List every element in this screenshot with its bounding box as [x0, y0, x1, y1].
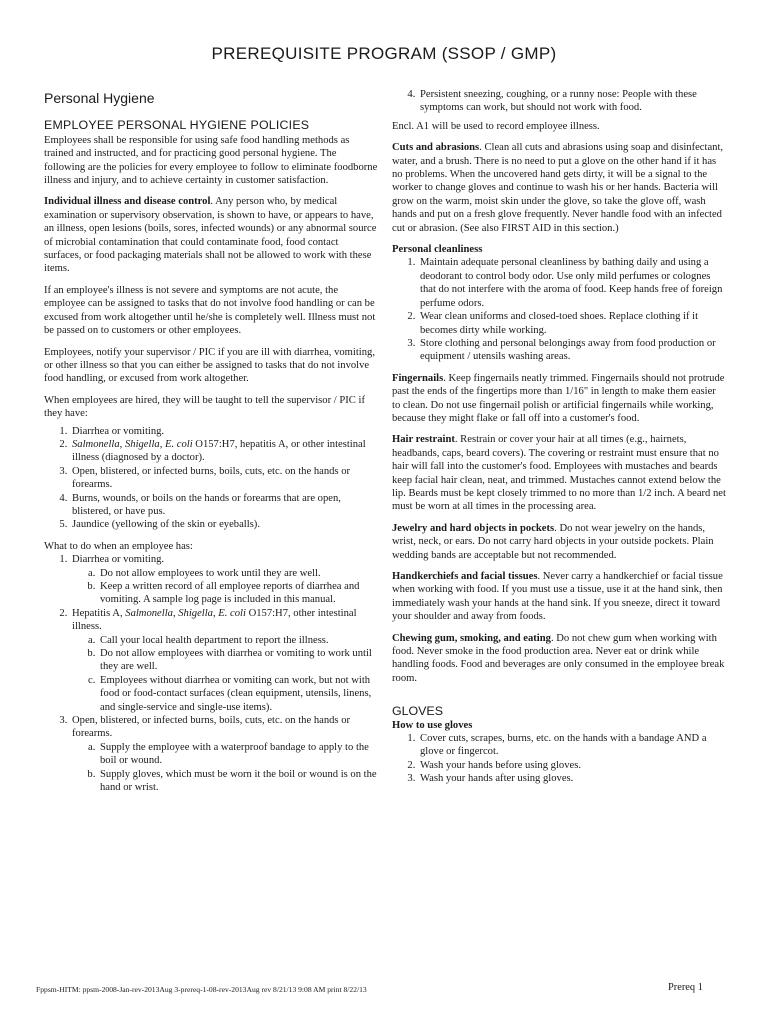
action-list	[44, 553, 378, 794]
sub-list-item: b. Do not allow employees with diarrhea or vomiting to work until they are well.	[98, 647, 378, 674]
enclosure-note: Encl. A1 will be used to record employee illness.	[392, 120, 600, 132]
handkerchief-paragraph: Handkerchiefs and facial tissues. Never carry a handkerchief or facial tissue when working with food. If you must use a tissue, use it at the hand sink, then immediately wash your hands at the hand sink. If you sneeze, direct it toward your shoulder and away from foods.	[392, 571, 723, 623]
sub-list	[72, 567, 378, 607]
list-item: 3. Open, blistered, or infected burns, boils, cuts, etc. on the hands or forearms. a. Supply the employee with a waterproof bandage to apply to the boil or wound. b. Supply gloves, which must be worn it the boil or wound is on the hand or wrist.	[70, 714, 378, 794]
list-item: 3. Store clothing and personal belongings away from food production or equipment / utensils washing areas.	[418, 337, 726, 364]
illness-paragraph	[44, 195, 378, 275]
illness-lead: Individual illness and disease control	[44, 196, 211, 208]
sub-list-item: a. Supply the employee with a waterproof bandage to apply to the boil or wound.	[98, 741, 378, 768]
fingernails-paragraph: Fingernails. Keep fingernails neatly trimmed. Fingernails should not protrude past the ends of the fingertips more than 1/16" in length to make them easier to clean. Do not use fingernail polish or artificial fingernails while working, because they might flake or fall off into a customer's food.	[392, 372, 725, 424]
sub-list-item: c. Employees without diarrhea or vomiting can work, but not with food or food-contact surfaces (clean equipment, utensils, linens, and single-service and single-use items).	[98, 674, 378, 714]
section-title: Personal Hygiene	[44, 90, 155, 106]
sub-list-item: a. Do not allow employees to work until they are well.	[98, 567, 378, 580]
symptom-list	[44, 425, 378, 532]
page-title: PREREQUISITE PROGRAM (SSOP / GMP)	[211, 44, 557, 63]
list-item: 1. Diarrhea or vomiting.	[70, 425, 378, 438]
cuts-paragraph: Cuts and abrasions. Clean all cuts and abrasions using soap and disinfectant, water, and a brush. There is no need to put a glove on the other hand if it has no problems. When the uncovered hand gets dirty, it will be a signal to the worker to change gloves and continue to wash his or her hands. Bacteria will grow on the warm, moist skin under the glove, so take the glove off, wash hands and put on a fresh glove frequently. Never handle food with an infected cut or abrasion. (See also FIRST AID in this section.)	[392, 142, 724, 234]
list-item: 5. Jaundice (yellowing of the skin or eyeballs).	[70, 518, 378, 531]
sub-list	[72, 741, 378, 795]
policies-heading: EMPLOYEE PERSONAL HYGIENE POLICIES	[44, 118, 310, 133]
left-column	[44, 88, 378, 795]
right-column	[392, 88, 726, 794]
list-item: 4. Burns, wounds, or boils on the hands or forearms that are open, blistered, or have pus.	[70, 492, 378, 519]
page-number: Prereq 1	[668, 982, 703, 993]
chewing-gum-paragraph: Chewing gum, smoking, and eating. Do not chew gum when working with food. Never smoke in the food production area. Never eat or drink while handling foods. Food and beverages are only consumed in the employee break room.	[392, 632, 725, 684]
list-item: 2. Wear clean uniforms and closed-toed shoes. Replace clothing if it becomes dirty while working.	[418, 310, 726, 337]
sub-list-item: b. Keep a written record of all employee reports of diarrhea and vomiting. A sample log page is included in this manual.	[98, 580, 378, 607]
sub-list	[72, 634, 378, 714]
jewelry-paragraph: Jewelry and hard objects in pockets. Do not wear jewelry on the hands, wrist, neck, or ears. Do not carry hard objects in your outside pockets. Plain wedding bands are acceptable but not recommended.	[392, 522, 714, 561]
list-item: 4. Persistent sneezing, coughing, or a runny nose: People with these symptoms can work, but should not work with food.	[418, 88, 726, 115]
list-item: 2. Salmonella, Shigella, E. coli O157:H7, hepatitis A, or other intestinal illness (diagnosed by a doctor).	[70, 438, 378, 465]
intro-paragraph: Employees shall be responsible for using safe food handling methods as trained and instructed, and for practicing good personal hygiene. The following are the policies for every employee to follow to eliminate foodborne illness and injury, and to achieve certainty in customer satisfaction.	[44, 134, 378, 187]
list-item: 3. Wash your hands after using gloves.	[418, 772, 726, 785]
notify-paragraph: Employees, notify your supervisor / PIC if you are ill with diarrhea, vomiting, or other illness so that you can either be assigned to tasks that do not involve food handling, or excused from work altogether.	[44, 346, 375, 385]
list-item: 1. Diarrhea or vomiting. a. Do not allow employees to work until they are well. b. Keep a written record of all employee reports of diarrhea and vomiting. A sample log page is included in this manual.	[70, 553, 378, 607]
illness-text: . Any person who, by medical examination or supervisory observation, is shown to have, or appears to have, an illness, open lesions (boils, sores, infected wounds) or any abnormal source of microbial contamination that could contaminate food, food contact surfaces, or food packaging materials shall not be allowed to work with these items.	[44, 196, 377, 275]
cleanliness-label: Personal cleanliness	[392, 244, 483, 256]
sub-list-item: a. Call your local health department to report the illness.	[98, 634, 378, 647]
gloves-list	[392, 732, 726, 786]
list-item: 3. Open, blistered, or infected burns, boils, cuts, etc. on the hands or forearms.	[70, 465, 378, 492]
footer-path: Fppsm-HITM: ppsm-2008-Jan-rev-2013Aug 3-prereq-1-08-rev-2013Aug rev 8/21/13 9:08 AM print 8/22/13	[36, 985, 367, 994]
symptom-list-continued	[392, 88, 726, 115]
not-severe-paragraph: If an employee's illness is not severe and symptoms are not acute, the employee can be assigned to tasks that do not involve food handling or can be excused from work altogether until he/she is completely well. Illness must not be passed on to customers or other employees.	[44, 284, 376, 337]
list-item: 2. Hepatitis A, Salmonella, Shigella, E. coli O157:H7, other intestinal illness. a. Call your local health department to report the illness. b. Do not allow employees with diarrhea or vomiting to work until they are well. c. Employees without diarrhea or vomiting can work, but not with food or food-contact surfaces (clean equipment, utensils, linens, and single-service and single-use items).	[70, 607, 378, 714]
gloves-subheading: How to use gloves	[392, 719, 473, 731]
gloves-heading: GLOVES	[392, 704, 443, 719]
cleanliness-list	[392, 256, 726, 363]
list-item: 2. Wash your hands before using gloves.	[418, 759, 726, 772]
hired-paragraph: When employees are hired, they will be taught to tell the supervisor / PIC if they have:	[44, 394, 365, 420]
sub-list-item: b. Supply gloves, which must be worn it the boil or wound is on the hand or wrist.	[98, 768, 378, 795]
hair-paragraph: Hair restraint. Restrain or cover your hair at all times (e.g., hairnets, headbands, caps, beard covers). The covering or restraint must ensure that no hair will fall into the customer's food. Employees with mustaches and beards keep facial hair clean, neat, and trimmed. Mustaches cannot extend below the lip. Beards must be kept closely trimmed to no more than 1/2 inch. A beard net must be worn at all times in the processing area.	[392, 434, 726, 513]
what-to-do-label: What to do when an employee has:	[44, 540, 193, 552]
list-item: 1. Maintain adequate personal cleanliness by bathing daily and using a deodorant to control body odor. Use only mild perfumes or colognes that do not interfere with the aroma of food. Keep hands free of foreign perfume odors.	[418, 256, 726, 310]
list-item: 1. Cover cuts, scrapes, burns, etc. on the hands with a bandage AND a glove or fingercot.	[418, 732, 726, 759]
